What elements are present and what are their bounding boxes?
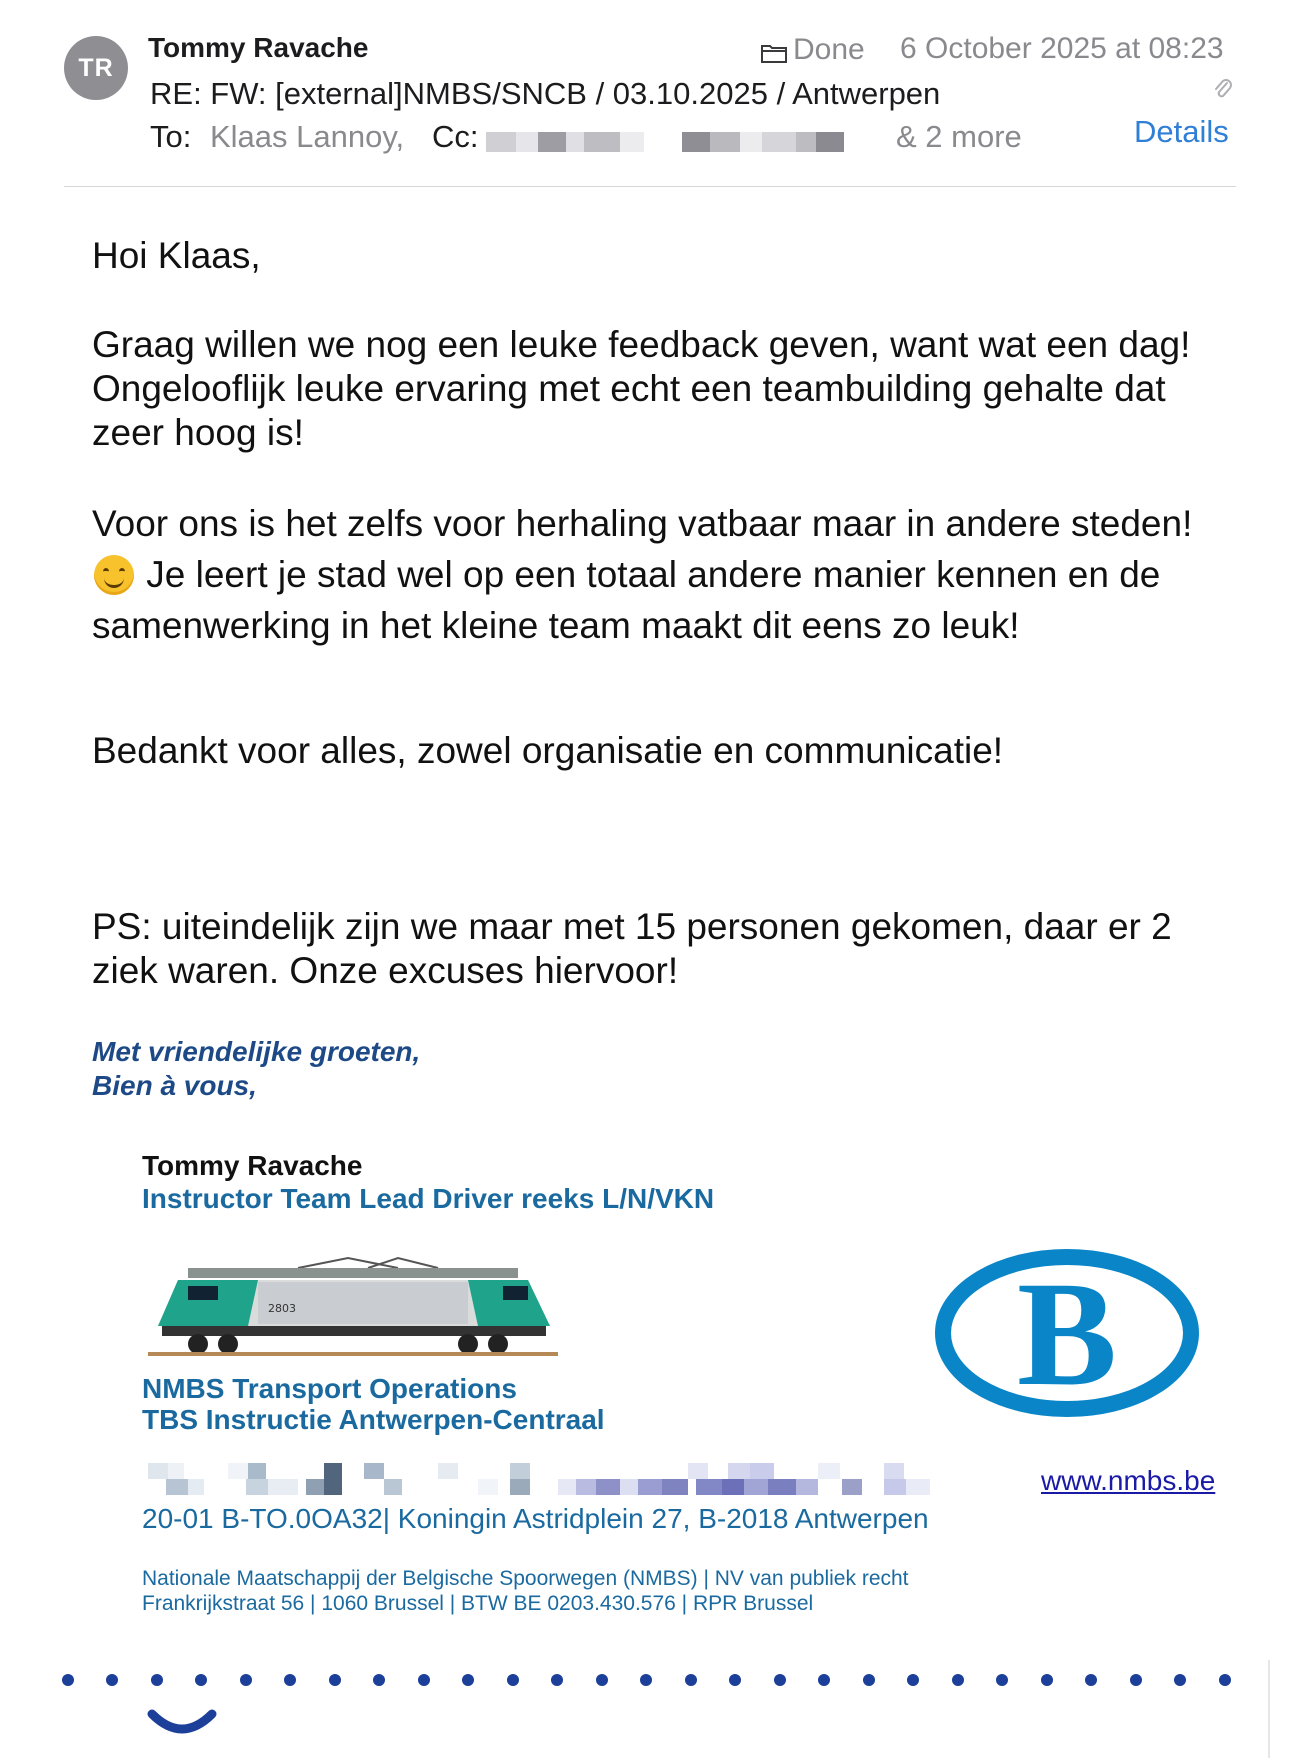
body-text: Voor ons is het zelfs voor herhaling vatbaar maar in andere steden! — [92, 503, 1193, 544]
sender-name[interactable]: Tommy Ravache — [148, 32, 369, 63]
to-row — [150, 119, 404, 155]
greeting: Hoi Klaas, — [92, 235, 261, 276]
legal-info — [142, 1566, 909, 1616]
org-department: TBS Instructie Antwerpen-Centraal — [142, 1404, 605, 1435]
subject-line: RE: FW: [external]NMBS/SNCB / 03.10.2025 / Antwerpen — [150, 76, 941, 111]
signature-role: Instructor Team Lead Driver reeks L/N/VKN — [142, 1183, 715, 1214]
cc-recipient-redacted[interactable] — [682, 132, 762, 152]
cc-recipient-redacted[interactable] — [762, 132, 844, 152]
folder-icon — [760, 42, 788, 64]
org-name: NMBS Transport Operations — [142, 1373, 517, 1404]
to-recipient[interactable]: Klaas Lannoy, — [209, 119, 405, 154]
body-paragraph: Bedankt voor alles, zowel organisatie en communicatie! — [92, 730, 1004, 771]
avatar-initials: TR — [78, 53, 114, 82]
train-number: 2803 — [268, 1302, 296, 1315]
signature-name: Tommy Ravache — [142, 1150, 363, 1181]
website-link[interactable]: www.nmbs.be — [1041, 1465, 1216, 1496]
body-paragraph: Graag willen we nog een leuke feedback geven, want wat een dag! Ongelooflijk leuke ervaring met echt een teambuilding gehalte dat zeer hoog is! — [92, 324, 1191, 453]
scrollbar-track[interactable] — [1268, 1660, 1270, 1758]
header-divider — [64, 186, 1236, 187]
body-text: Je leert je stad wel op een totaal andere manier kennen en de samenwerking in het kleine team maakt dit eens zo leuk! — [92, 554, 1161, 646]
office-address: 20-01 B-TO.0OA32| Koningin Astridplein 27, B-2018 Antwerpen — [142, 1503, 929, 1534]
message-date: 6 October 2025 at 08:23 — [900, 32, 1224, 65]
postscript: PS: uiteindelijk zijn we maar met 15 personen gekomen, daar er 2 ziek waren. Onze excuses hiervoor! — [92, 906, 1172, 991]
smiley-emoji-icon — [94, 555, 134, 595]
closing-dutch: Met vriendelijke groeten, — [92, 1036, 421, 1067]
status-label: Done — [793, 33, 865, 66]
avatar — [64, 36, 128, 100]
cc-label: Cc: — [432, 119, 479, 154]
to-label: To: — [150, 119, 192, 154]
logo-letter: B — [1016, 1251, 1118, 1417]
more-recipients[interactable]: & 2 more — [896, 119, 1022, 154]
cc-recipient-redacted[interactable] — [486, 132, 644, 152]
details-link[interactable]: Details — [1134, 114, 1229, 149]
closing — [92, 1035, 420, 1103]
legal-line: Frankrijkstraat 56 | 1060 Brussel | BTW BE 0203.430.576 | RPR Brussel — [142, 1592, 814, 1615]
contact-redacted — [148, 1463, 1028, 1497]
locomotive-image — [148, 1256, 558, 1360]
paperclip-icon[interactable] — [1213, 78, 1233, 102]
closing-french: Bien à vous, — [92, 1070, 257, 1101]
smile-dots-decoration — [60, 1672, 1250, 1752]
body-paragraph — [92, 498, 1242, 651]
nmbs-logo — [934, 1248, 1200, 1418]
legal-line: Nationale Maatschappij der Belgische Spoorwegen (NMBS) | NV van publiek recht — [142, 1567, 909, 1590]
